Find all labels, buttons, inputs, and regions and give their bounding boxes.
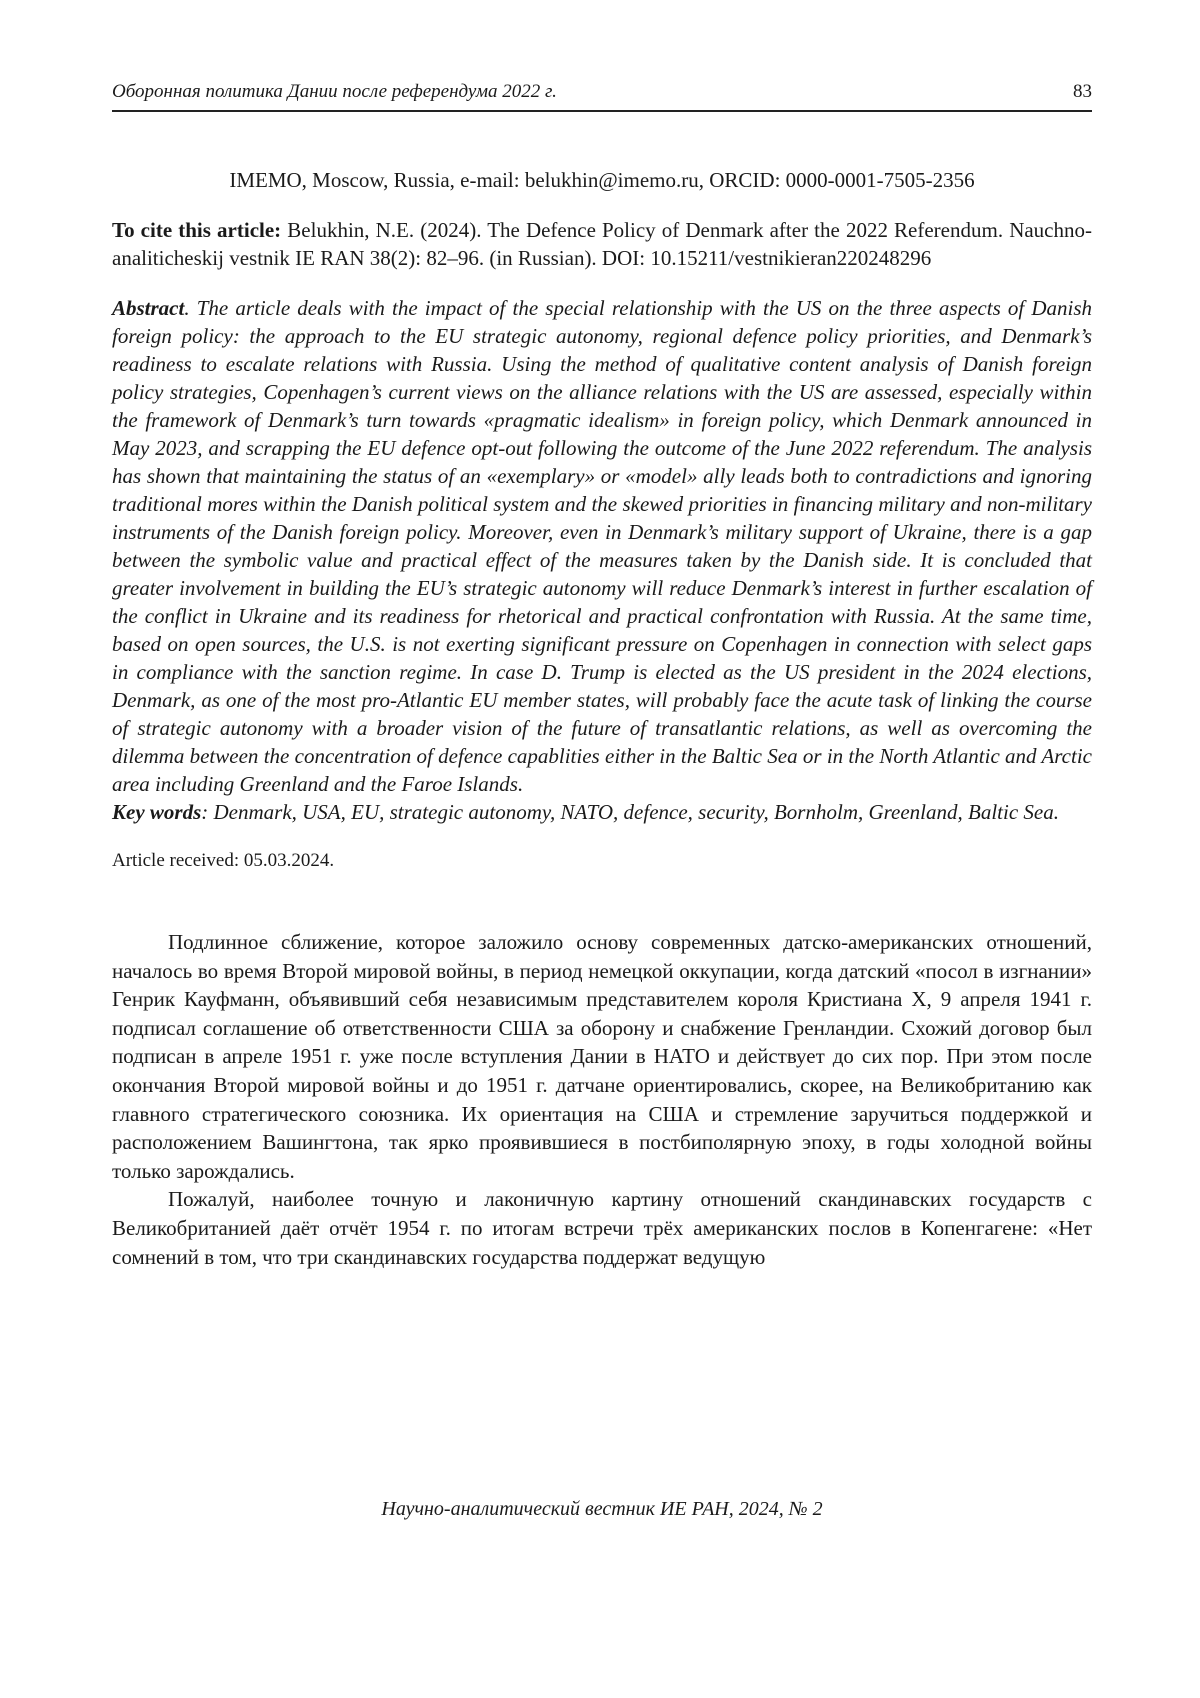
running-header xyxy=(112,80,1092,112)
body-paragraph: Подлинное сближение, которое заложило основу современных датско-американских отношений, началось во время Второй мировой войны, в период немецкой оккупации, когда датский «посол в изгнании» Генрик Кауфманн, объявивший себя независимым представителем короля Кристиана X, 9 апреля 1941 г. подписал соглашение об ответственности США за оборону и снабжение Гренландии. Схожий договор был подписан в апреле 1951 г. уже после вступления Дании в НАТО и действует до сих пор. При этом после окончания Второй мировой войны и до 1951 г. датчане ориентировались, скорее, на Великобританию как главного стратегического союзника. Их ориентация на США и стремление заручиться поддержкой и расположением Вашингтона, так ярко проявившиеся в постбиполярную эпоху, в годы холодной войны только зарождались. xyxy=(112,930,1092,1183)
page-content xyxy=(112,80,1092,1271)
author-affiliation: IMEMO, Moscow, Russia, e-mail: belukhin@imemo.ru, ORCID: 0000-0001-7505-2356 xyxy=(229,168,975,192)
abstract-block xyxy=(112,294,1092,798)
abstract-text: . The article deals with the impact of the special relationship with the US on the three aspects of Danish foreign policy: the approach to the EU strategic autonomy, regional defence policy priorities, and Denmark’s readiness to escalate relations with Russia. Using the method of qualitative content analysis of Danish foreign policy strategies, Copenhagen’s current views on the alliance relations with the US are assessed, especially within the framework of Denmark’s turn towards «pragmatic idealism» in foreign policy, which Denmark announced in May 2023, and scrapping the EU defence opt-out following the outcome of the June 2022 referendum. The analysis has shown that maintaining the status of an «exemplary» or «model» ally leads both to contradictions and ignoring traditional mores within the Danish political system and the skewed priorities in financing military and non-military instruments of the Danish foreign policy. Moreover, even in Denmark’s military support of Ukraine, there is a gap between the symbolic value and practical effect of the measures taken by the Danish side. It is concluded that greater involvement in building the EU’s strategic autonomy will reduce Denmark’s interest in further escalation of the conflict in Ukraine and its readiness for rhetorical and practical confrontation with Russia. At the same time, based on open sources, the U.S. is not exerting significant pressure on Copenhagen in connection with select gaps in compliance with the sanction regime. In case D. Trump is elected as the US president in the 2024 elections, Denmark, as one of the most pro-Atlantic EU member states, will probably face the acute task of linking the course of strategic autonomy with a broader vision of the future of transatlantic relations, as well as overcoming the dilemma between the concentration of defence capablities either in the Baltic Sea or in the North Atlantic and Arctic area including Greenland and the Faroe Islands. xyxy=(112,296,1092,796)
keywords-block xyxy=(112,798,1092,826)
running-footer: Научно-аналитический вестник ИЕ РАН, 2024, № 2 xyxy=(381,1498,823,1520)
running-header-title: Оборонная политика Дании после референдума 2022 г. xyxy=(112,81,557,102)
article-body xyxy=(112,928,1092,1271)
citation-label: To cite this article: xyxy=(112,218,282,242)
citation-text: Belukhin, N.E. (2024). The Defence Policy of Denmark after the 2022 Referendum. Nauchno-analiticheskij vestnik IE RAN 38(2): 82–96. (in Russian). DOI: 10.15211/vestnikieran220248296 xyxy=(112,218,1092,270)
citation-block xyxy=(112,216,1092,272)
page-number: 83 xyxy=(1073,81,1092,102)
article-received-date: Article received: 05.03.2024. xyxy=(112,850,335,871)
body-paragraph: Пожалуй, наиболее точную и лаконичную картину отношений скандинавских государств с Великобританией даёт отчёт 1954 г. по итогам встречи трёх американских послов в Копенгагене: «Нет сомнений в том, что три скандинавских государства поддержат ведущую xyxy=(112,1187,1092,1269)
abstract-label: Abstract xyxy=(112,296,185,320)
keywords-label: Key words xyxy=(112,800,202,824)
keywords-text: : Denmark, USA, EU, strategic autonomy, NATO, defence, security, Bornholm, Greenland, Baltic Sea. xyxy=(201,800,1059,824)
